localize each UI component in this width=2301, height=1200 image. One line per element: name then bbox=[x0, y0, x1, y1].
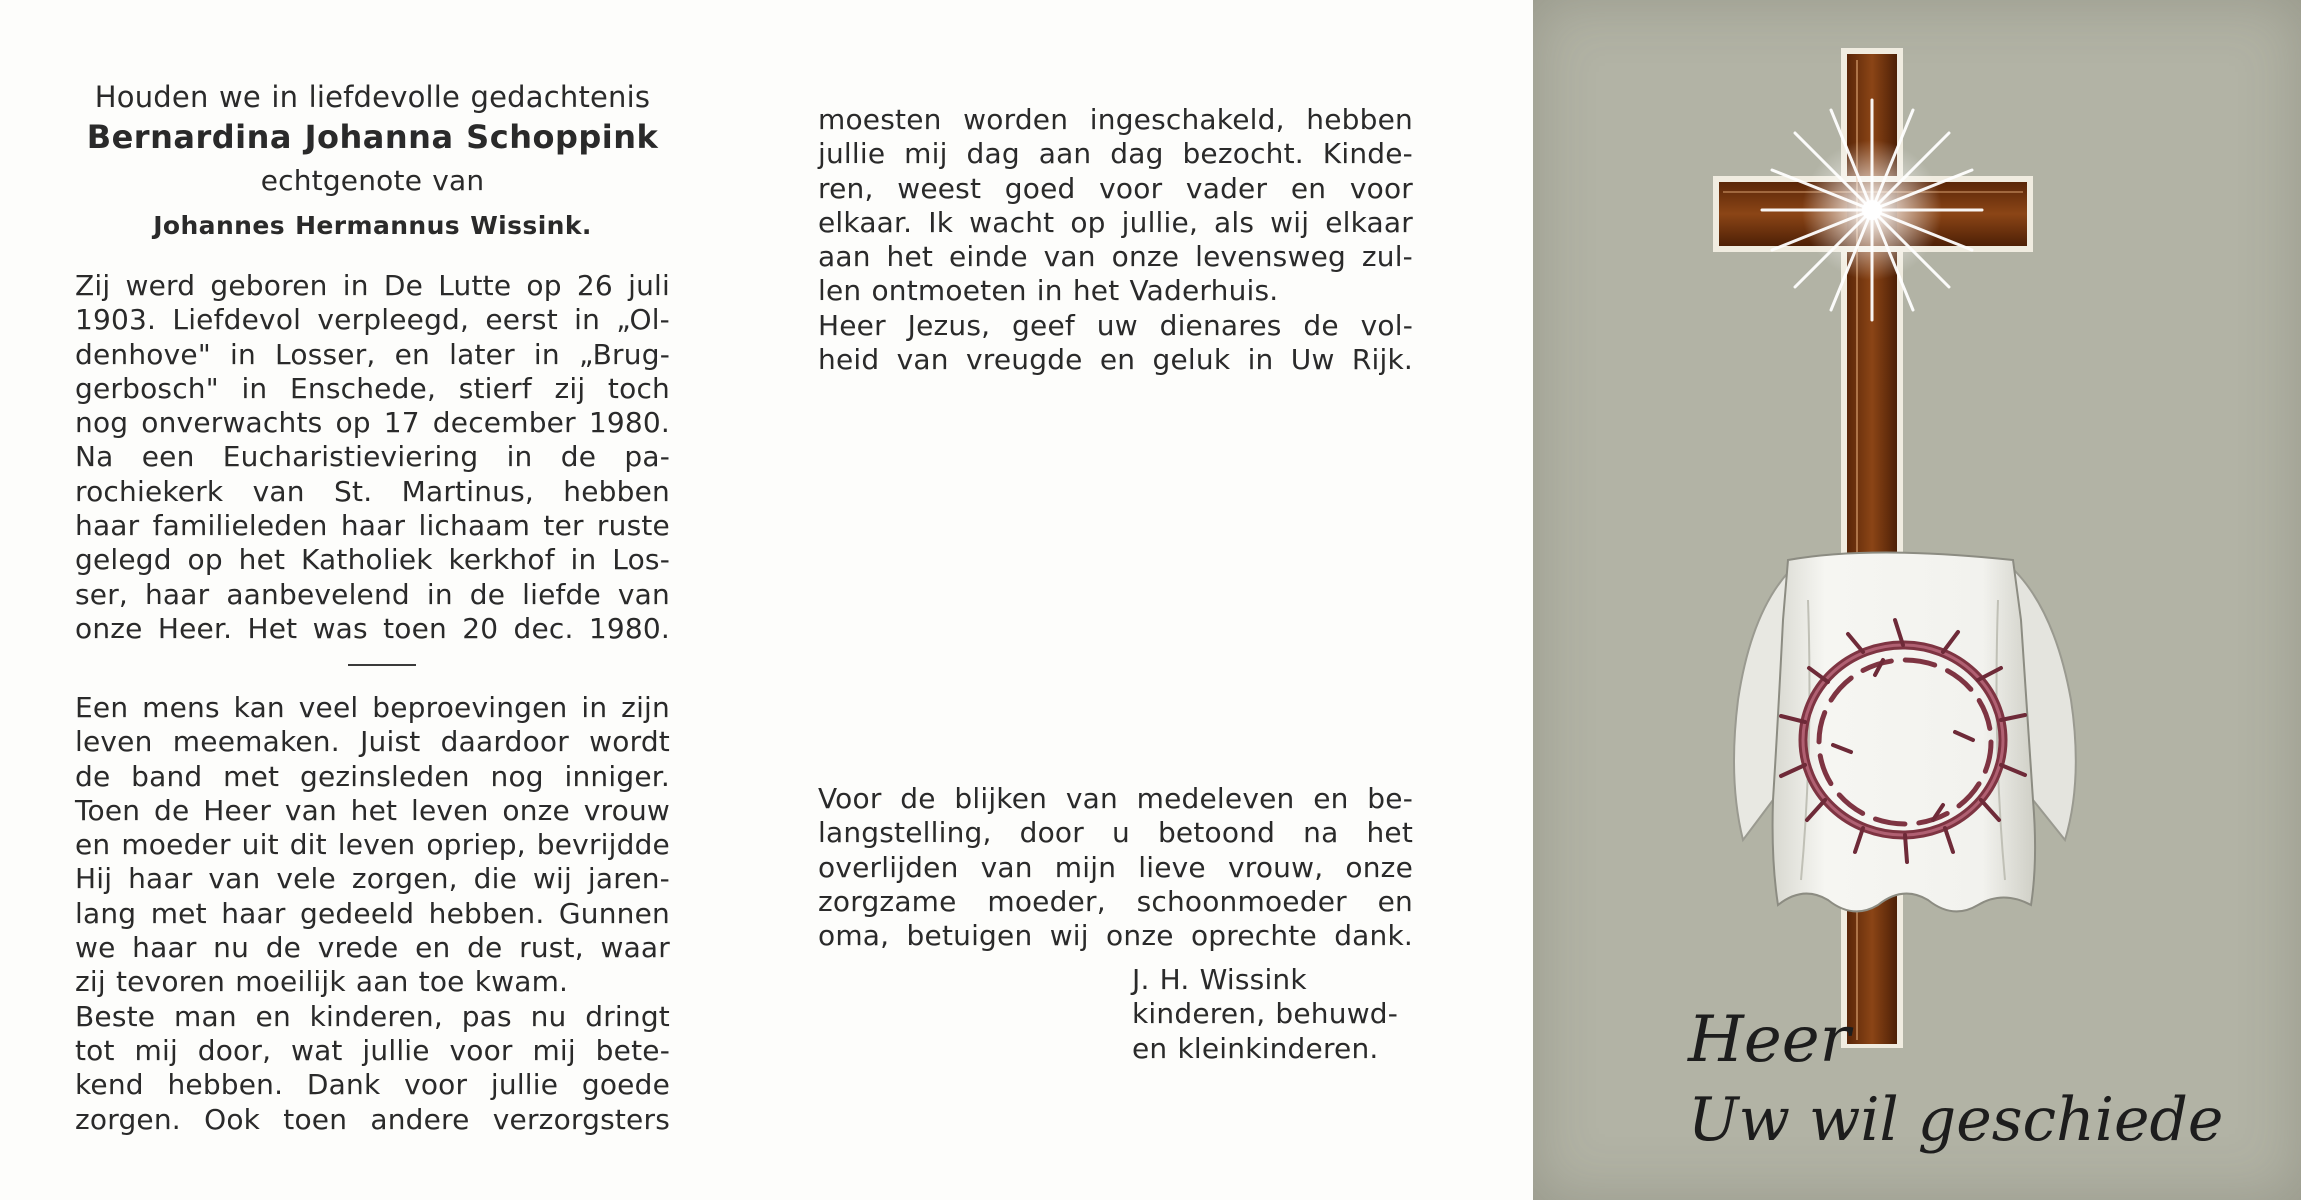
message-line: Beste man en kinderen, pas nu dringt bbox=[75, 999, 670, 1033]
deceased-name: Bernardina Johanna Schoppink bbox=[86, 118, 659, 157]
biography-paragraph bbox=[75, 269, 670, 646]
thanks-line: zorgzame moeder, schoonmoeder en bbox=[818, 884, 1413, 918]
message-line: heid van vreugde en geluk in Uw Rijk. bbox=[818, 343, 1413, 377]
devotional-image-panel bbox=[1533, 0, 2301, 1200]
message-paragraph bbox=[75, 691, 670, 1137]
message-line: we haar nu de vrede en de rust, waar bbox=[75, 931, 670, 965]
thanks-line: Voor de blijken van medeleven en be- bbox=[818, 782, 1413, 815]
message-line: Toen de Heer van het leven onze vrouw bbox=[75, 793, 670, 827]
bio-line: gelegd op het Katholiek kerkhof in Los- bbox=[75, 543, 670, 577]
section-divider bbox=[348, 664, 416, 666]
bio-line: gerbosch" in Enschede, stierf zij toch bbox=[75, 371, 670, 405]
bio-line: denhove" in Losser, en later in „Brug- bbox=[75, 337, 670, 371]
intro-text: Houden we in liefdevolle gedachtenis bbox=[94, 80, 651, 114]
message-line: moesten worden ingeschakeld, hebben bbox=[818, 103, 1413, 136]
signature-line: kinderen, behuwd- bbox=[1132, 997, 1399, 1031]
radiant-star-icon bbox=[1762, 100, 1982, 320]
bio-line: rochiekerk van St. Martinus, hebben bbox=[75, 474, 670, 508]
message-line: leven meemaken. Juist daardoor wordt bbox=[75, 725, 670, 759]
message-line: Een mens kan veel beproevingen in zijn bbox=[75, 691, 670, 724]
signature-block bbox=[1132, 963, 1432, 1066]
bio-line: onze Heer. Het was toen 20 dec. 1980. bbox=[75, 611, 670, 645]
bio-line: haar familieleden haar lichaam ter ruste bbox=[75, 509, 670, 543]
message-line: kend hebben. Dank voor jullie goede bbox=[75, 1068, 670, 1102]
message-line: aan het einde van onze levensweg zul- bbox=[818, 240, 1413, 274]
message-line: jullie mij dag aan dag bezocht. Kinde- bbox=[818, 137, 1413, 171]
message-line: Heer Jezus, geef uw dienares de vol- bbox=[818, 308, 1413, 342]
message-line: len ontmoeten in het Vaderhuis. bbox=[818, 274, 1279, 308]
message-line: ren, weest goed voor vader en voor bbox=[818, 171, 1413, 205]
thanks-line: oma, betuigen wij onze oprechte dank. bbox=[818, 919, 1413, 953]
message-line: Hij haar van vele zorgen, die wij jaren- bbox=[75, 862, 670, 896]
caption-uw-wil-geschiede: Uw wil geschiede bbox=[1688, 1085, 2224, 1155]
message-line: elkaar. Ik wacht op jullie, als wij elkaar bbox=[818, 205, 1413, 239]
bio-line: Zij werd geboren in De Lutte op 26 juli bbox=[75, 269, 670, 302]
spouse-name: Johannes Hermannus Wissink. bbox=[153, 210, 592, 240]
card-header bbox=[75, 80, 670, 243]
message-line: de band met gezinsleden nog inniger. bbox=[75, 759, 670, 793]
cross-illustration bbox=[1533, 0, 2301, 1200]
message-line: zorgen. Ook toen andere verzorgsters bbox=[75, 1102, 670, 1136]
bio-line: nog onverwachts op 17 december 1980. bbox=[75, 406, 670, 440]
message-continued-paragraph bbox=[818, 103, 1413, 377]
message-line: zij tevoren moeilijk aan toe kwam. bbox=[75, 965, 569, 999]
thanks-paragraph bbox=[818, 782, 1413, 953]
thanks-line: overlijden van mijn lieve vrouw, onze bbox=[818, 850, 1413, 884]
signature-line: J. H. Wissink bbox=[1132, 963, 1307, 996]
spouse-label: echtgenote van bbox=[260, 164, 485, 198]
thanks-line: langstelling, door u betoond na het bbox=[818, 816, 1413, 850]
bio-line: ser, haar aanbevelend in de liefde van bbox=[75, 577, 670, 611]
signature-line: en kleinkinderen. bbox=[1132, 1031, 1379, 1065]
message-line: en moeder uit dit leven opriep, bevrijdde bbox=[75, 828, 670, 862]
bio-line: Na een Eucharistieviering in de pa- bbox=[75, 440, 670, 474]
message-line: tot mij door, wat jullie voor mij bete- bbox=[75, 1033, 670, 1067]
bio-line: 1903. Liefdevol verpleegd, eerst in „Ol- bbox=[75, 303, 670, 337]
message-line: lang met haar gedeeld hebben. Gunnen bbox=[75, 896, 670, 930]
caption-heer: Heer bbox=[1688, 1003, 1851, 1077]
